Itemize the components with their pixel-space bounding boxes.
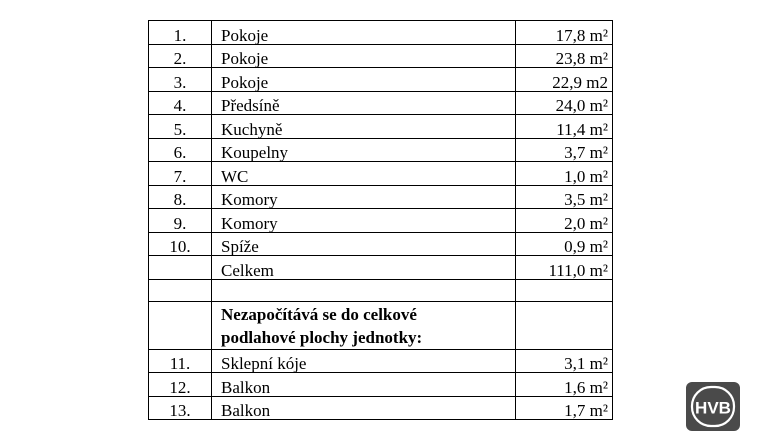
room-name: Balkon [212,373,516,397]
note-text [212,301,516,349]
table-row [149,115,613,139]
row-number: 5. [149,115,212,139]
row-number: 11. [149,349,212,373]
empty-cell [149,256,212,280]
room-area: 0,9 m² [516,232,613,256]
room-area: 23,8 m² [516,44,613,68]
logo-text: HVB [695,398,731,418]
room-area: 24,0 m² [516,91,613,115]
room-name: Sklepní kóje [212,349,516,373]
table-row [149,209,613,233]
room-area: 1,0 m² [516,162,613,186]
row-number: 8. [149,185,212,209]
row-number: 1. [149,21,212,45]
empty-cell [212,279,516,301]
row-number: 10. [149,232,212,256]
room-area: 3,7 m² [516,138,613,162]
logo-mark [686,382,740,431]
table-row [149,373,613,397]
empty-cell [149,301,212,349]
room-name: Komory [212,209,516,233]
room-name: WC [212,162,516,186]
total-row [149,256,613,280]
room-area: 1,6 m² [516,373,613,397]
table-row [149,162,613,186]
row-number: 3. [149,68,212,92]
room-area: 3,1 m² [516,349,613,373]
empty-cell [516,279,613,301]
row-number: 7. [149,162,212,186]
row-number: 2. [149,44,212,68]
note-line-2: podlahové plochy jednotky: [221,327,423,347]
room-name: Pokoje [212,68,516,92]
note-line-1: Nezapočítává se do celkové [221,304,417,324]
room-area: 11,4 m² [516,115,613,139]
room-area: 17,8 m² [516,21,613,45]
row-number: 13. [149,396,212,420]
table-row [149,185,613,209]
room-name: Spíže [212,232,516,256]
total-label: Celkem [212,256,516,280]
row-number: 6. [149,138,212,162]
table-row [149,91,613,115]
empty-cell [516,301,613,349]
floor-area-table [148,20,613,420]
hvb-logo [686,382,740,431]
room-name: Balkon [212,396,516,420]
room-name: Předsíně [212,91,516,115]
table-row [149,232,613,256]
room-name: Pokoje [212,21,516,45]
table-row [149,21,613,45]
table-row [149,68,613,92]
total-area: 111,0 m² [516,256,613,280]
room-area: 1,7 m² [516,396,613,420]
table-row [149,138,613,162]
room-name: Komory [212,185,516,209]
room-area: 3,5 m² [516,185,613,209]
room-area: 22,9 m2 [516,68,613,92]
row-number: 12. [149,373,212,397]
table-row [149,396,613,420]
row-number: 4. [149,91,212,115]
row-number: 9. [149,209,212,233]
empty-cell [149,279,212,301]
note-row [149,301,613,349]
room-name: Pokoje [212,44,516,68]
table-row [149,44,613,68]
blank-row [149,279,613,301]
room-name: Kuchyně [212,115,516,139]
table-row [149,349,613,373]
room-name: Koupelny [212,138,516,162]
room-area: 2,0 m² [516,209,613,233]
